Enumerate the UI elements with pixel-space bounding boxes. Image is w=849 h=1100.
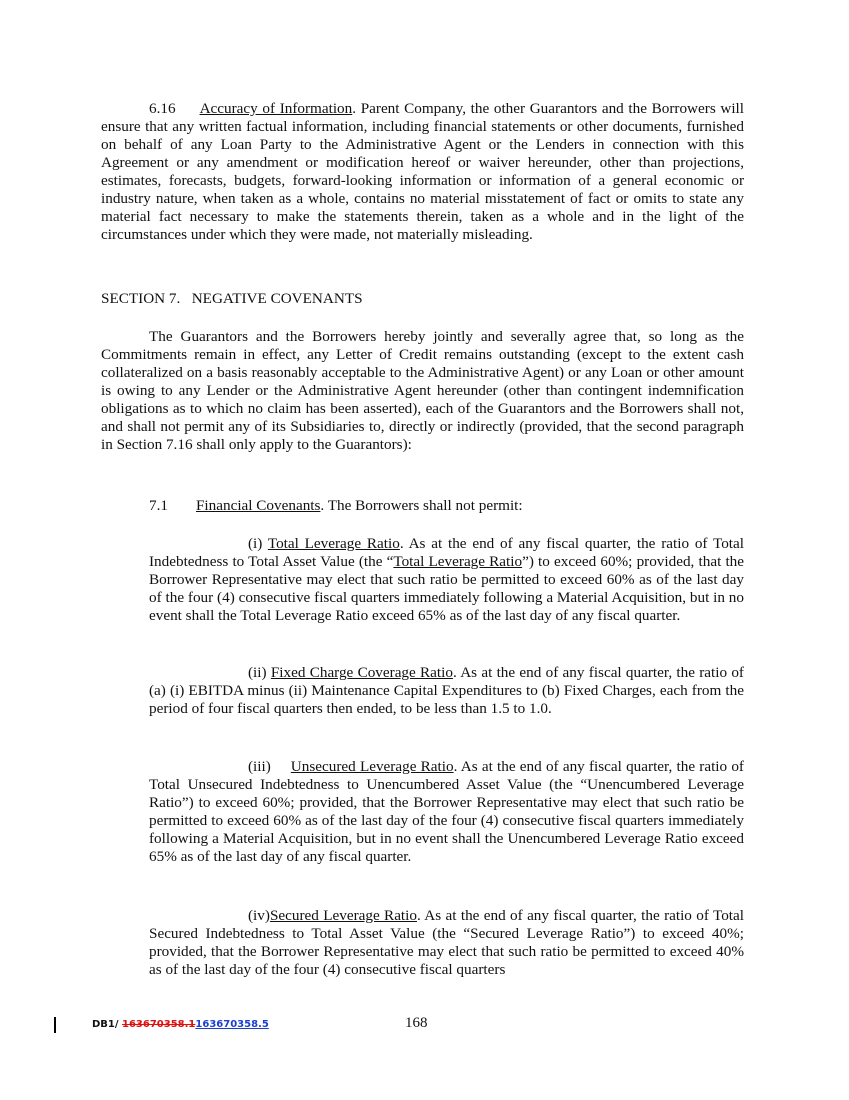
document-id: [92, 1019, 269, 1031]
clause-ii-body: . As at the end of any fiscal quarter, the ratio of (a) (i) EBITDA minus (ii) Maintenance Capital Expenditures to (b) Fixed Charges, each from the period of four fiscal quarters then ended, to be less than 1.5 to 1.0.: [149, 664, 744, 717]
clause-i-title: Total Leverage Ratio: [267, 535, 400, 552]
change-bar: [54, 1017, 56, 1033]
clause-i-number: (i): [248, 535, 263, 552]
clause-i-defined-term: Total Leverage Ratio: [393, 553, 523, 570]
section-7-1-paragraph: [149, 497, 744, 515]
document-id-inserted: 163670358.5: [195, 1019, 269, 1030]
section-6-16-body: . Parent Company, the other Guarantors and the Borrowers will ensure that any written factual information, including financial statements or other documents, furnished on behalf of any Loan Party to the Administrative Agent or the Lenders in connection with this Agreement or any amendment or modification hereof or waiver hereunder, other than projections, estimates, forecasts, budgets, forward-looking information or information of a general economic or industry nature, when taken as a whole, contains no material misstatement of fact or omits to state any material fact necessary to make the statements therein, taken as a whole and in the light of the circumstances under which they were made, not materially misleading.: [101, 100, 744, 243]
section-6-16-paragraph: [101, 100, 744, 244]
section-7-intro-paragraph: The Guarantors and the Borrowers hereby jointly and severally agree that, so long as the Commitments remain in effect, any Letter of Credit remains outstanding (except to the extent cash collateralized on a basis reasonably acceptable to the Administrative Agent) or any Loan or other amount is owing to any Lender or the Administrative Agent hereunder (other than contingent indemnification obligations as to which no claim has been asserted), each of the Guarantors and the Borrowers shall not, and shall not permit any of its Subsidiaries to, directly or indirectly (provided, that the second paragraph in Section 7.16 shall only apply to the Guarantors):: [101, 328, 744, 453]
section-7-1-number: 7.1: [149, 497, 168, 514]
clause-iii-title: Unsecured Leverage Ratio: [290, 758, 454, 775]
clause-iii-body: . As at the end of any fiscal quarter, the ratio of Total Unsecured Indebtedness to Unencumbered Asset Value (the “Unencumbered Leverage Ratio”) to exceed 60%; provided, that the Borrower Representative may elect that such ratio be permitted to exceed 60% as of the last day of the four (4) consecutive fiscal quarters immediately following a Material Acquisition, but in no event shall the Unencumbered Leverage Ratio exceed 65% as of the last day of any fiscal quarter.: [149, 758, 744, 865]
clause-iii-number: (iii): [248, 758, 271, 775]
clause-i-pre: . As at the end of any fiscal quarter, the ratio of Total Indebtedness to Total Asset Value (the “: [149, 535, 744, 570]
clause-i-post: ”) to exceed 60%; provided, that the Borrower Representative may elect that such ratio be permitted to exceed 60% as of the last day of the four (4) consecutive fiscal quarters immediately following a Material Acquisition, but in no event shall the Total Leverage Ratio exceed 65% as of the last day of any fiscal quarter.: [149, 553, 745, 624]
clause-i-paragraph: [149, 535, 744, 625]
clause-iv-number: (iv): [248, 907, 270, 924]
section-7-1-body: . The Borrowers shall not permit:: [320, 497, 523, 514]
section-6-16-number: 6.16: [149, 100, 176, 117]
section-7-heading: SECTION 7. NEGATIVE COVENANTS: [101, 290, 363, 307]
clause-ii-number: (ii): [248, 664, 267, 681]
clause-iii-paragraph: [149, 758, 744, 866]
clause-iv-title: Secured Leverage Ratio: [269, 907, 417, 924]
document-id-prefix: DB1/: [92, 1019, 123, 1030]
clause-iv-body: . As at the end of any fiscal quarter, the ratio of Total Secured Indebtedness to Total Asset Value (the “Secured Leverage Ratio”) to exceed 40%; provided, that the Borrower Representative may elect that such ratio be permitted to exceed 40% as of the last day of the four (4) consecutive fiscal quarters: [149, 907, 744, 978]
page-number: 168: [405, 1015, 428, 1031]
clause-ii-title: Fixed Charge Coverage Ratio: [270, 664, 453, 681]
clause-ii-paragraph: [149, 664, 744, 718]
document-id-deleted: 163670358.1: [122, 1019, 196, 1030]
section-7-1-title: Financial Covenants: [195, 497, 321, 514]
section-6-16-title: Accuracy of Information: [199, 100, 353, 117]
clause-iv-paragraph: [149, 907, 744, 979]
